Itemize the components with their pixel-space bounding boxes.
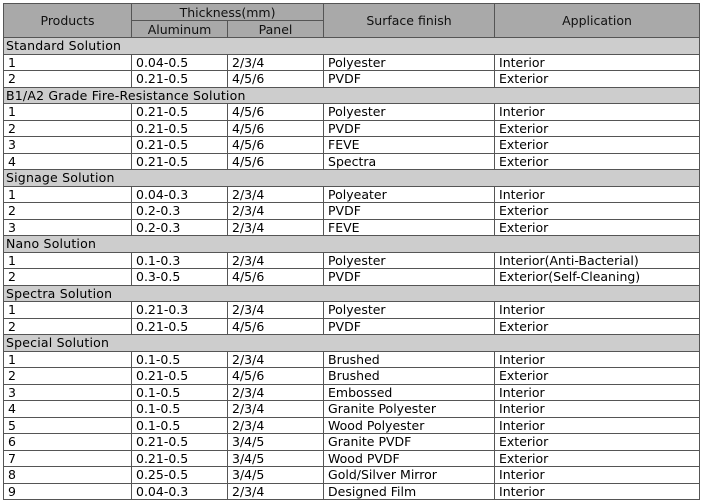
product-number-cell: 2	[4, 368, 132, 385]
product-number-cell: 6	[4, 434, 132, 451]
application-cell: Exterior	[495, 318, 700, 335]
surface-finish-cell: PVDF	[324, 269, 495, 286]
product-number-cell: 1	[4, 104, 132, 121]
table-row	[4, 368, 700, 385]
section-title: Spectra Solution	[4, 285, 700, 302]
application-cell: Interior	[495, 483, 700, 500]
section-title: Special Solution	[4, 335, 700, 352]
product-number-cell: 1	[4, 186, 132, 203]
table-row	[4, 54, 700, 71]
panel-thickness-cell: 2/3/4	[228, 54, 324, 71]
table-row	[4, 186, 700, 203]
surface-finish-cell: PVDF	[324, 318, 495, 335]
table-row	[4, 467, 700, 484]
product-number-cell: 3	[4, 384, 132, 401]
header-surface-finish: Surface finish	[324, 4, 495, 38]
surface-finish-cell: Wood Polyester	[324, 417, 495, 434]
panel-thickness-cell: 2/3/4	[228, 351, 324, 368]
application-cell: Interior	[495, 351, 700, 368]
table-row	[4, 104, 700, 121]
table-row	[4, 137, 700, 154]
product-number-cell: 5	[4, 417, 132, 434]
product-number-cell: 1	[4, 252, 132, 269]
application-cell: Interior	[495, 302, 700, 319]
surface-finish-cell: Designed Film	[324, 483, 495, 500]
product-number-cell: 4	[4, 401, 132, 418]
surface-finish-cell: Spectra	[324, 153, 495, 170]
product-number-cell: 2	[4, 71, 132, 88]
table-row	[4, 417, 700, 434]
aluminum-thickness-cell: 0.04-0.5	[132, 54, 228, 71]
application-cell: Exterior	[495, 203, 700, 220]
product-number-cell: 2	[4, 318, 132, 335]
aluminum-thickness-cell: 0.21-0.5	[132, 318, 228, 335]
aluminum-thickness-cell: 0.21-0.5	[132, 120, 228, 137]
header-application: Application	[495, 4, 700, 38]
surface-finish-cell: Wood PVDF	[324, 450, 495, 467]
aluminum-thickness-cell: 0.04-0.3	[132, 483, 228, 500]
panel-thickness-cell: 4/5/6	[228, 318, 324, 335]
table-row	[4, 219, 700, 236]
panel-thickness-cell: 2/3/4	[228, 203, 324, 220]
section-title: Standard Solution	[4, 38, 700, 55]
panel-thickness-cell: 2/3/4	[228, 252, 324, 269]
aluminum-thickness-cell: 0.21-0.5	[132, 104, 228, 121]
surface-finish-cell: Embossed	[324, 384, 495, 401]
aluminum-thickness-cell: 0.2-0.3	[132, 203, 228, 220]
panel-thickness-cell: 4/5/6	[228, 120, 324, 137]
section-title: Signage Solution	[4, 170, 700, 187]
aluminum-thickness-cell: 0.1-0.5	[132, 417, 228, 434]
surface-finish-cell: Polyester	[324, 252, 495, 269]
aluminum-thickness-cell: 0.25-0.5	[132, 467, 228, 484]
section-row	[4, 87, 700, 104]
application-cell: Interior(Anti-Bacterial)	[495, 252, 700, 269]
panel-thickness-cell: 4/5/6	[228, 104, 324, 121]
table-row	[4, 483, 700, 500]
aluminum-thickness-cell: 0.2-0.3	[132, 219, 228, 236]
product-number-cell: 8	[4, 467, 132, 484]
surface-finish-cell: PVDF	[324, 120, 495, 137]
aluminum-thickness-cell: 0.1-0.5	[132, 384, 228, 401]
aluminum-thickness-cell: 0.21-0.5	[132, 368, 228, 385]
section-row	[4, 285, 700, 302]
application-cell: Interior	[495, 104, 700, 121]
application-cell: Interior	[495, 54, 700, 71]
panel-thickness-cell: 3/4/5	[228, 450, 324, 467]
header-panel: Panel	[228, 21, 324, 38]
panel-thickness-cell: 2/3/4	[228, 384, 324, 401]
table-row	[4, 401, 700, 418]
product-number-cell: 3	[4, 137, 132, 154]
section-row	[4, 335, 700, 352]
aluminum-thickness-cell: 0.04-0.3	[132, 186, 228, 203]
product-number-cell: 4	[4, 153, 132, 170]
product-number-cell: 3	[4, 219, 132, 236]
surface-finish-cell: Polyester	[324, 104, 495, 121]
surface-finish-cell: Brushed	[324, 368, 495, 385]
section-row	[4, 170, 700, 187]
product-number-cell: 1	[4, 351, 132, 368]
panel-thickness-cell: 2/3/4	[228, 302, 324, 319]
aluminum-thickness-cell: 0.21-0.5	[132, 434, 228, 451]
aluminum-thickness-cell: 0.1-0.5	[132, 351, 228, 368]
application-cell: Interior	[495, 417, 700, 434]
panel-thickness-cell: 3/4/5	[228, 434, 324, 451]
header-thickness: Thickness(mm)	[132, 4, 324, 21]
aluminum-thickness-cell: 0.21-0.5	[132, 137, 228, 154]
surface-finish-cell: Polyeater	[324, 186, 495, 203]
application-cell: Exterior	[495, 368, 700, 385]
panel-thickness-cell: 4/5/6	[228, 71, 324, 88]
section-row	[4, 236, 700, 253]
application-cell: Exterior(Self-Cleaning)	[495, 269, 700, 286]
table-row	[4, 450, 700, 467]
aluminum-thickness-cell: 0.1-0.5	[132, 401, 228, 418]
panel-thickness-cell: 4/5/6	[228, 368, 324, 385]
application-cell: Exterior	[495, 120, 700, 137]
panel-thickness-cell: 2/3/4	[228, 219, 324, 236]
panel-thickness-cell: 2/3/4	[228, 483, 324, 500]
panel-thickness-cell: 2/3/4	[228, 417, 324, 434]
application-cell: Exterior	[495, 71, 700, 88]
application-cell: Exterior	[495, 450, 700, 467]
product-spec-table	[3, 3, 700, 500]
product-number-cell: 9	[4, 483, 132, 500]
product-number-cell: 2	[4, 203, 132, 220]
application-cell: Interior	[495, 467, 700, 484]
application-cell: Exterior	[495, 137, 700, 154]
surface-finish-cell: FEVE	[324, 219, 495, 236]
aluminum-thickness-cell: 0.21-0.3	[132, 302, 228, 319]
surface-finish-cell: PVDF	[324, 203, 495, 220]
surface-finish-cell: Granite Polyester	[324, 401, 495, 418]
table-row	[4, 434, 700, 451]
table-row	[4, 203, 700, 220]
surface-finish-cell: Polyester	[324, 302, 495, 319]
panel-thickness-cell: 4/5/6	[228, 137, 324, 154]
table-header	[4, 4, 700, 38]
product-number-cell: 2	[4, 269, 132, 286]
header-aluminum: Aluminum	[132, 21, 228, 38]
surface-finish-cell: Brushed	[324, 351, 495, 368]
aluminum-thickness-cell: 0.21-0.5	[132, 450, 228, 467]
table-row	[4, 120, 700, 137]
product-number-cell: 1	[4, 54, 132, 71]
panel-thickness-cell: 4/5/6	[228, 153, 324, 170]
surface-finish-cell: Polyester	[324, 54, 495, 71]
panel-thickness-cell: 2/3/4	[228, 186, 324, 203]
table-row	[4, 71, 700, 88]
application-cell: Interior	[495, 186, 700, 203]
panel-thickness-cell: 4/5/6	[228, 269, 324, 286]
aluminum-thickness-cell: 0.3-0.5	[132, 269, 228, 286]
application-cell: Interior	[495, 401, 700, 418]
surface-finish-cell: Granite PVDF	[324, 434, 495, 451]
application-cell: Exterior	[495, 153, 700, 170]
table-row	[4, 269, 700, 286]
surface-finish-cell: Gold/Silver Mirror	[324, 467, 495, 484]
aluminum-thickness-cell: 0.21-0.5	[132, 153, 228, 170]
table-row	[4, 384, 700, 401]
surface-finish-cell: FEVE	[324, 137, 495, 154]
section-row	[4, 38, 700, 55]
application-cell: Exterior	[495, 219, 700, 236]
section-title: B1/A2 Grade Fire-Resistance Solution	[4, 87, 700, 104]
table-row	[4, 153, 700, 170]
table-body	[4, 38, 700, 500]
header-products: Products	[4, 4, 132, 38]
aluminum-thickness-cell: 0.1-0.3	[132, 252, 228, 269]
panel-thickness-cell: 3/4/5	[228, 467, 324, 484]
application-cell: Exterior	[495, 434, 700, 451]
section-title: Nano Solution	[4, 236, 700, 253]
aluminum-thickness-cell: 0.21-0.5	[132, 71, 228, 88]
surface-finish-cell: PVDF	[324, 71, 495, 88]
application-cell: Interior	[495, 384, 700, 401]
table-row	[4, 252, 700, 269]
table-row	[4, 302, 700, 319]
table-row	[4, 351, 700, 368]
product-number-cell: 2	[4, 120, 132, 137]
product-number-cell: 1	[4, 302, 132, 319]
table-row	[4, 318, 700, 335]
product-number-cell: 7	[4, 450, 132, 467]
panel-thickness-cell: 2/3/4	[228, 401, 324, 418]
